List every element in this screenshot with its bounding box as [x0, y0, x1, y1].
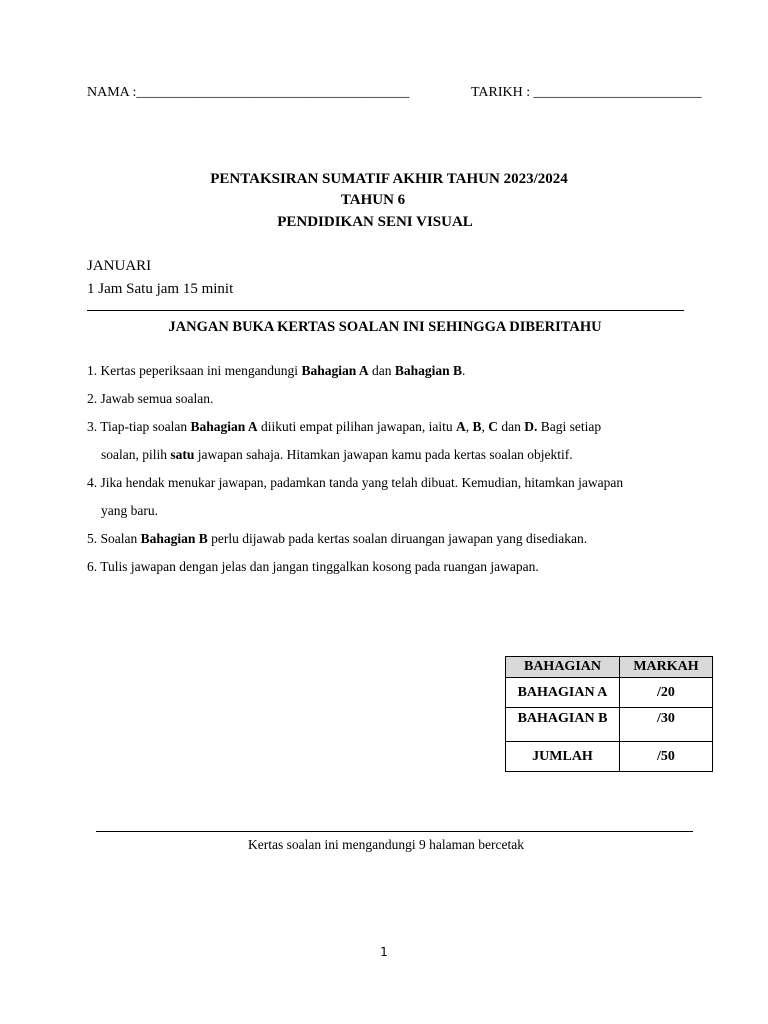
section-name: BAHAGIAN B: [506, 708, 620, 742]
instruction-text: perlu dijawab pada kertas soalan diruangan jawapan yang disediakan.: [207, 531, 588, 546]
instruction-6: 6. Tulis jawapan dengan jelas dan jangan tinggalkan kosong pada ruangan jawapan.: [87, 559, 539, 574]
instruction-2: 2. Jawab semua soalan.: [87, 391, 214, 406]
instruction-3: [87, 419, 601, 435]
instruction-text: 3. Tiap-tiap soalan: [87, 419, 191, 434]
exam-month: JANUARI: [87, 258, 152, 274]
instruction-text: dan: [368, 363, 395, 378]
divider-top: [87, 310, 684, 311]
table-header-row: [506, 657, 713, 678]
marks-table: [505, 656, 713, 772]
instruction-bold: C: [488, 419, 498, 434]
instruction-bold: satu: [170, 447, 195, 462]
instruction-text: soalan, pilih: [101, 447, 171, 462]
instruction-text: .: [462, 363, 466, 378]
exam-subject: PENDIDIKAN SENI VISUAL: [277, 214, 473, 230]
page-count-note: Kertas soalan ini mengandungi 9 halaman bercetak: [248, 837, 524, 852]
date-field[interactable]: TARIKH : ________________________: [471, 85, 702, 100]
header-bahagian: BAHAGIAN: [506, 657, 620, 678]
table-row-total: [506, 742, 713, 772]
instruction-text: 5. Soalan: [87, 531, 141, 546]
instruction-bold: Bahagian A: [190, 419, 258, 434]
total-label: JUMLAH: [506, 742, 620, 772]
total-marks: /50: [620, 742, 713, 772]
exam-duration: 1 Jam Satu jam 15 minit: [87, 281, 234, 297]
instruction-text: 1. Kertas peperiksaan ini mengandungi: [87, 363, 302, 378]
instruction-text: jawapan sahaja. Hitamkan jawapan kamu pada kertas soalan objektif.: [194, 447, 573, 462]
instruction-bold: B: [472, 419, 482, 434]
page-number: 1: [380, 945, 388, 959]
table-row: [506, 708, 713, 742]
instruction-1: [87, 363, 465, 379]
section-marks: /20: [620, 678, 713, 708]
section-marks: /30: [620, 708, 713, 742]
exam-title: PENTAKSIRAN SUMATIF AKHIR TAHUN 2023/2024: [210, 171, 568, 187]
instruction-bold: Bahagian A: [301, 363, 369, 378]
instruction-bold: A: [455, 419, 466, 434]
name-field[interactable]: NAMA :_______________________________________: [87, 85, 410, 100]
instruction-text: Bagi setiap: [537, 419, 602, 434]
instruction-bold: Bahagian B: [394, 363, 463, 378]
instruction-4: 4. Jika hendak menukar jawapan, padamkan tanda yang telah dibuat. Kemudian, hitamkan jawapan: [87, 475, 624, 490]
exam-year-level: TAHUN 6: [340, 192, 406, 208]
instruction-3-continued: [101, 447, 573, 463]
section-name: BAHAGIAN A: [506, 678, 620, 708]
warning-text: JANGAN BUKA KERTAS SOALAN INI SEHINGGA DIBERITAHU: [168, 319, 602, 335]
instruction-bold: D.: [524, 419, 538, 434]
instruction-text: dan: [498, 419, 525, 434]
instruction-bold: Bahagian B: [140, 531, 208, 546]
header-markah: MARKAH: [620, 657, 713, 678]
instruction-text: ,: [481, 419, 489, 434]
instruction-text: ,: [465, 419, 473, 434]
instruction-4-continued: yang baru.: [101, 503, 158, 518]
table-row: [506, 678, 713, 708]
divider-bottom: [96, 831, 693, 832]
instruction-5: [87, 531, 587, 547]
instruction-text: diikuti empat pilihan jawapan, iaitu: [257, 419, 456, 434]
